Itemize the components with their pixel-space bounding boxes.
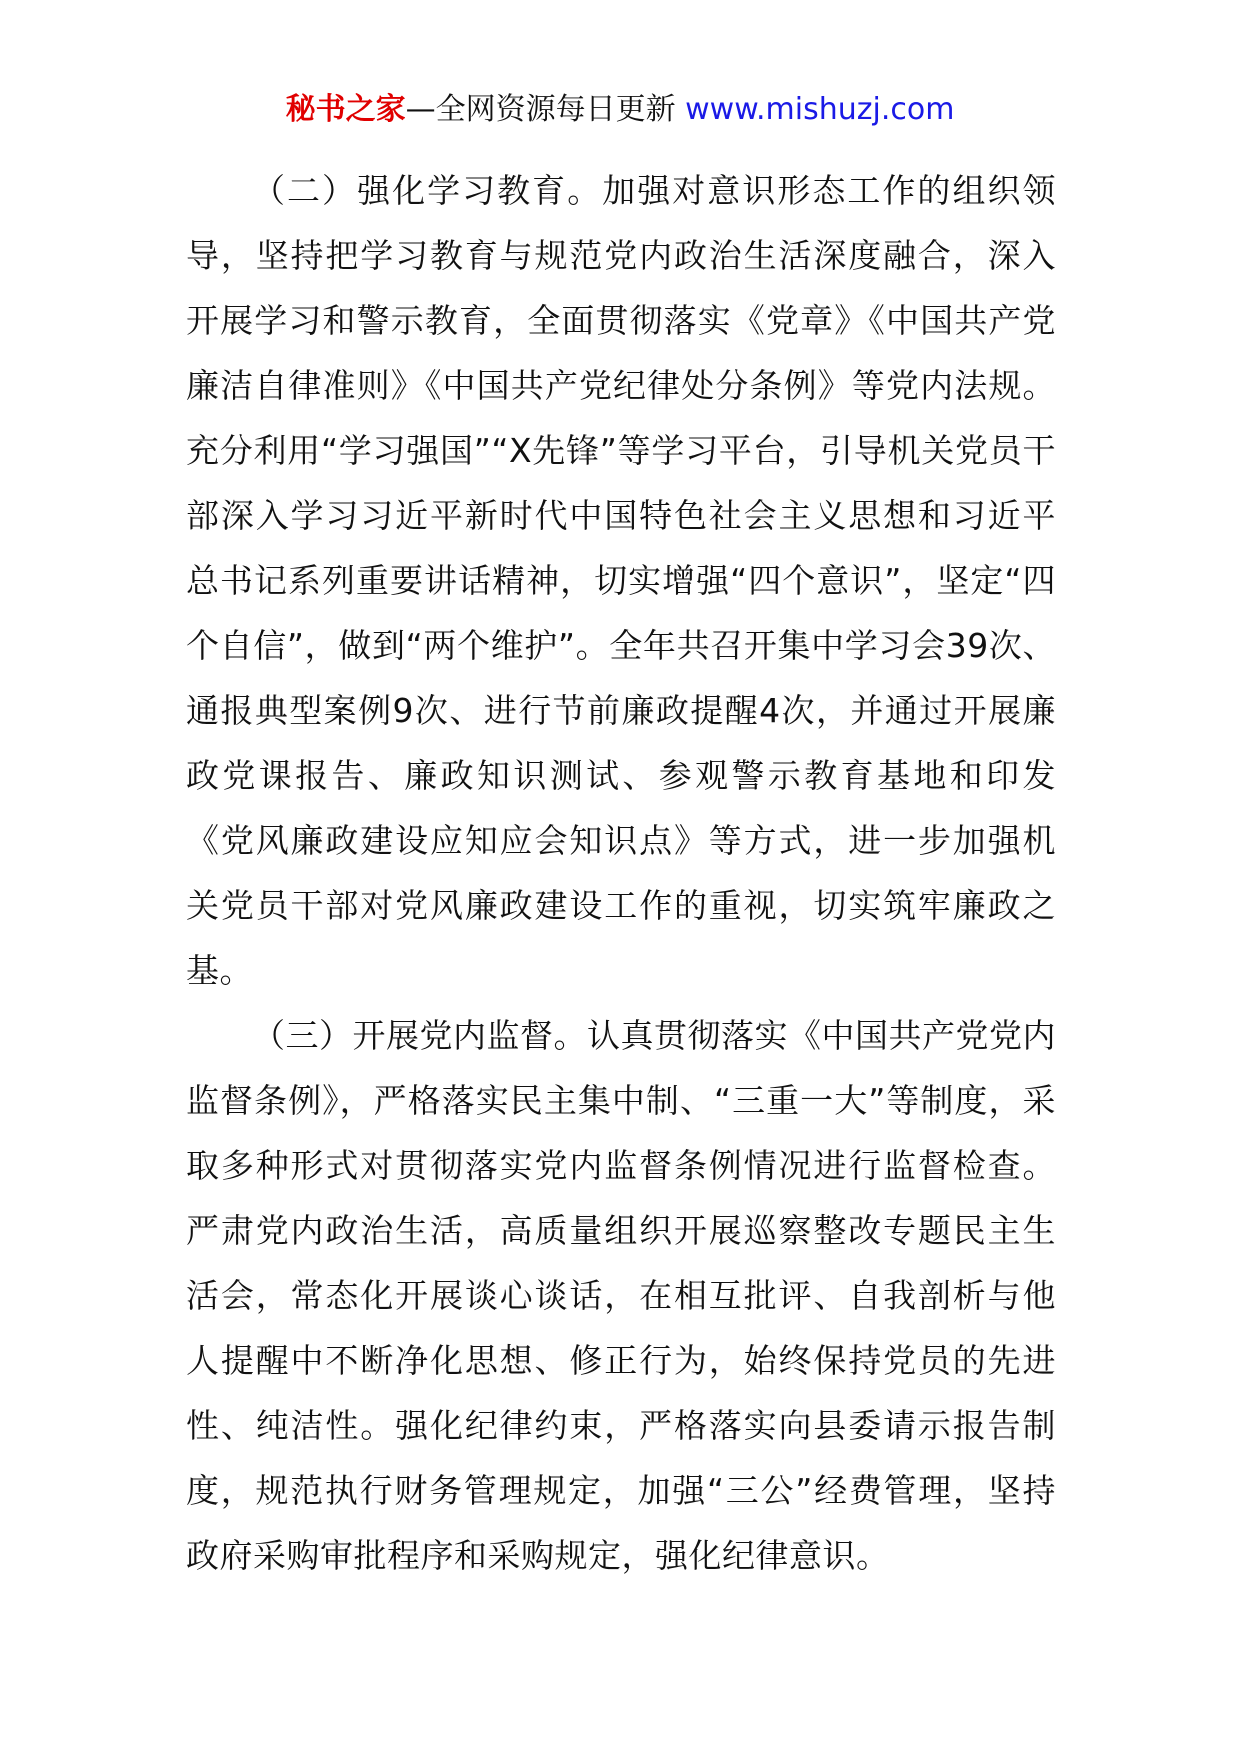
document-body <box>186 158 1056 1588</box>
header-tagline: —全网资源每日更新 <box>405 92 676 127</box>
site-header <box>0 90 1240 130</box>
brand-name: 秘书之家 <box>285 92 406 127</box>
site-url-link[interactable]: www.mishuzj.com <box>685 92 955 127</box>
paragraph-party-supervision: （三）开展党内监督。认真贯彻落实《中国共产党党内监督条例》，严格落实民主集中制、“三重一大”等制度，采取多种形式对贯彻落实党内监督条例情况进行监督检查。严肃党内政治生活，高质量组织开展巡察整改专题民主生活会，常态化开展谈心谈话，在相互批评、自我剖析与他人提醒中不断净化思想、修正行为，始终保持党员的先进性、纯洁性。强化纪律约束，严格落实向县委请示报告制度，规范执行财务管理规定，加强“三公”经费管理，坚持政府采购审批程序和采购规定，强化纪律意识。 <box>186 1016 1056 1575</box>
paragraph-strengthen-study: （二）强化学习教育。加强对意识形态工作的组织领导，坚持把学习教育与规范党内政治生活深度融合，深入开展学习和警示教育，全面贯彻落实《党章》《中国共产党廉洁自律准则》《中国共产党纪律处分条例》等党内法规。充分利用“学习强国”“X先锋”等学习平台，引导机关党员干部深入学习习近平新时代中国特色社会主义思想和习近平总书记系列重要讲话精神，切实增强“四个意识”，坚定“四个自信”，做到“两个维护”。全年共召开集中学习会39次、通报典型案例9次、进行节前廉政提醒4次，并通过开展廉政党课报告、廉政知识测试、参观警示教育基地和印发《党风廉政建设应知应会知识点》等方式，进一步加强机关党员干部对党风廉政建设工作的重视，切实筑牢廉政之基。 <box>186 171 1056 990</box>
